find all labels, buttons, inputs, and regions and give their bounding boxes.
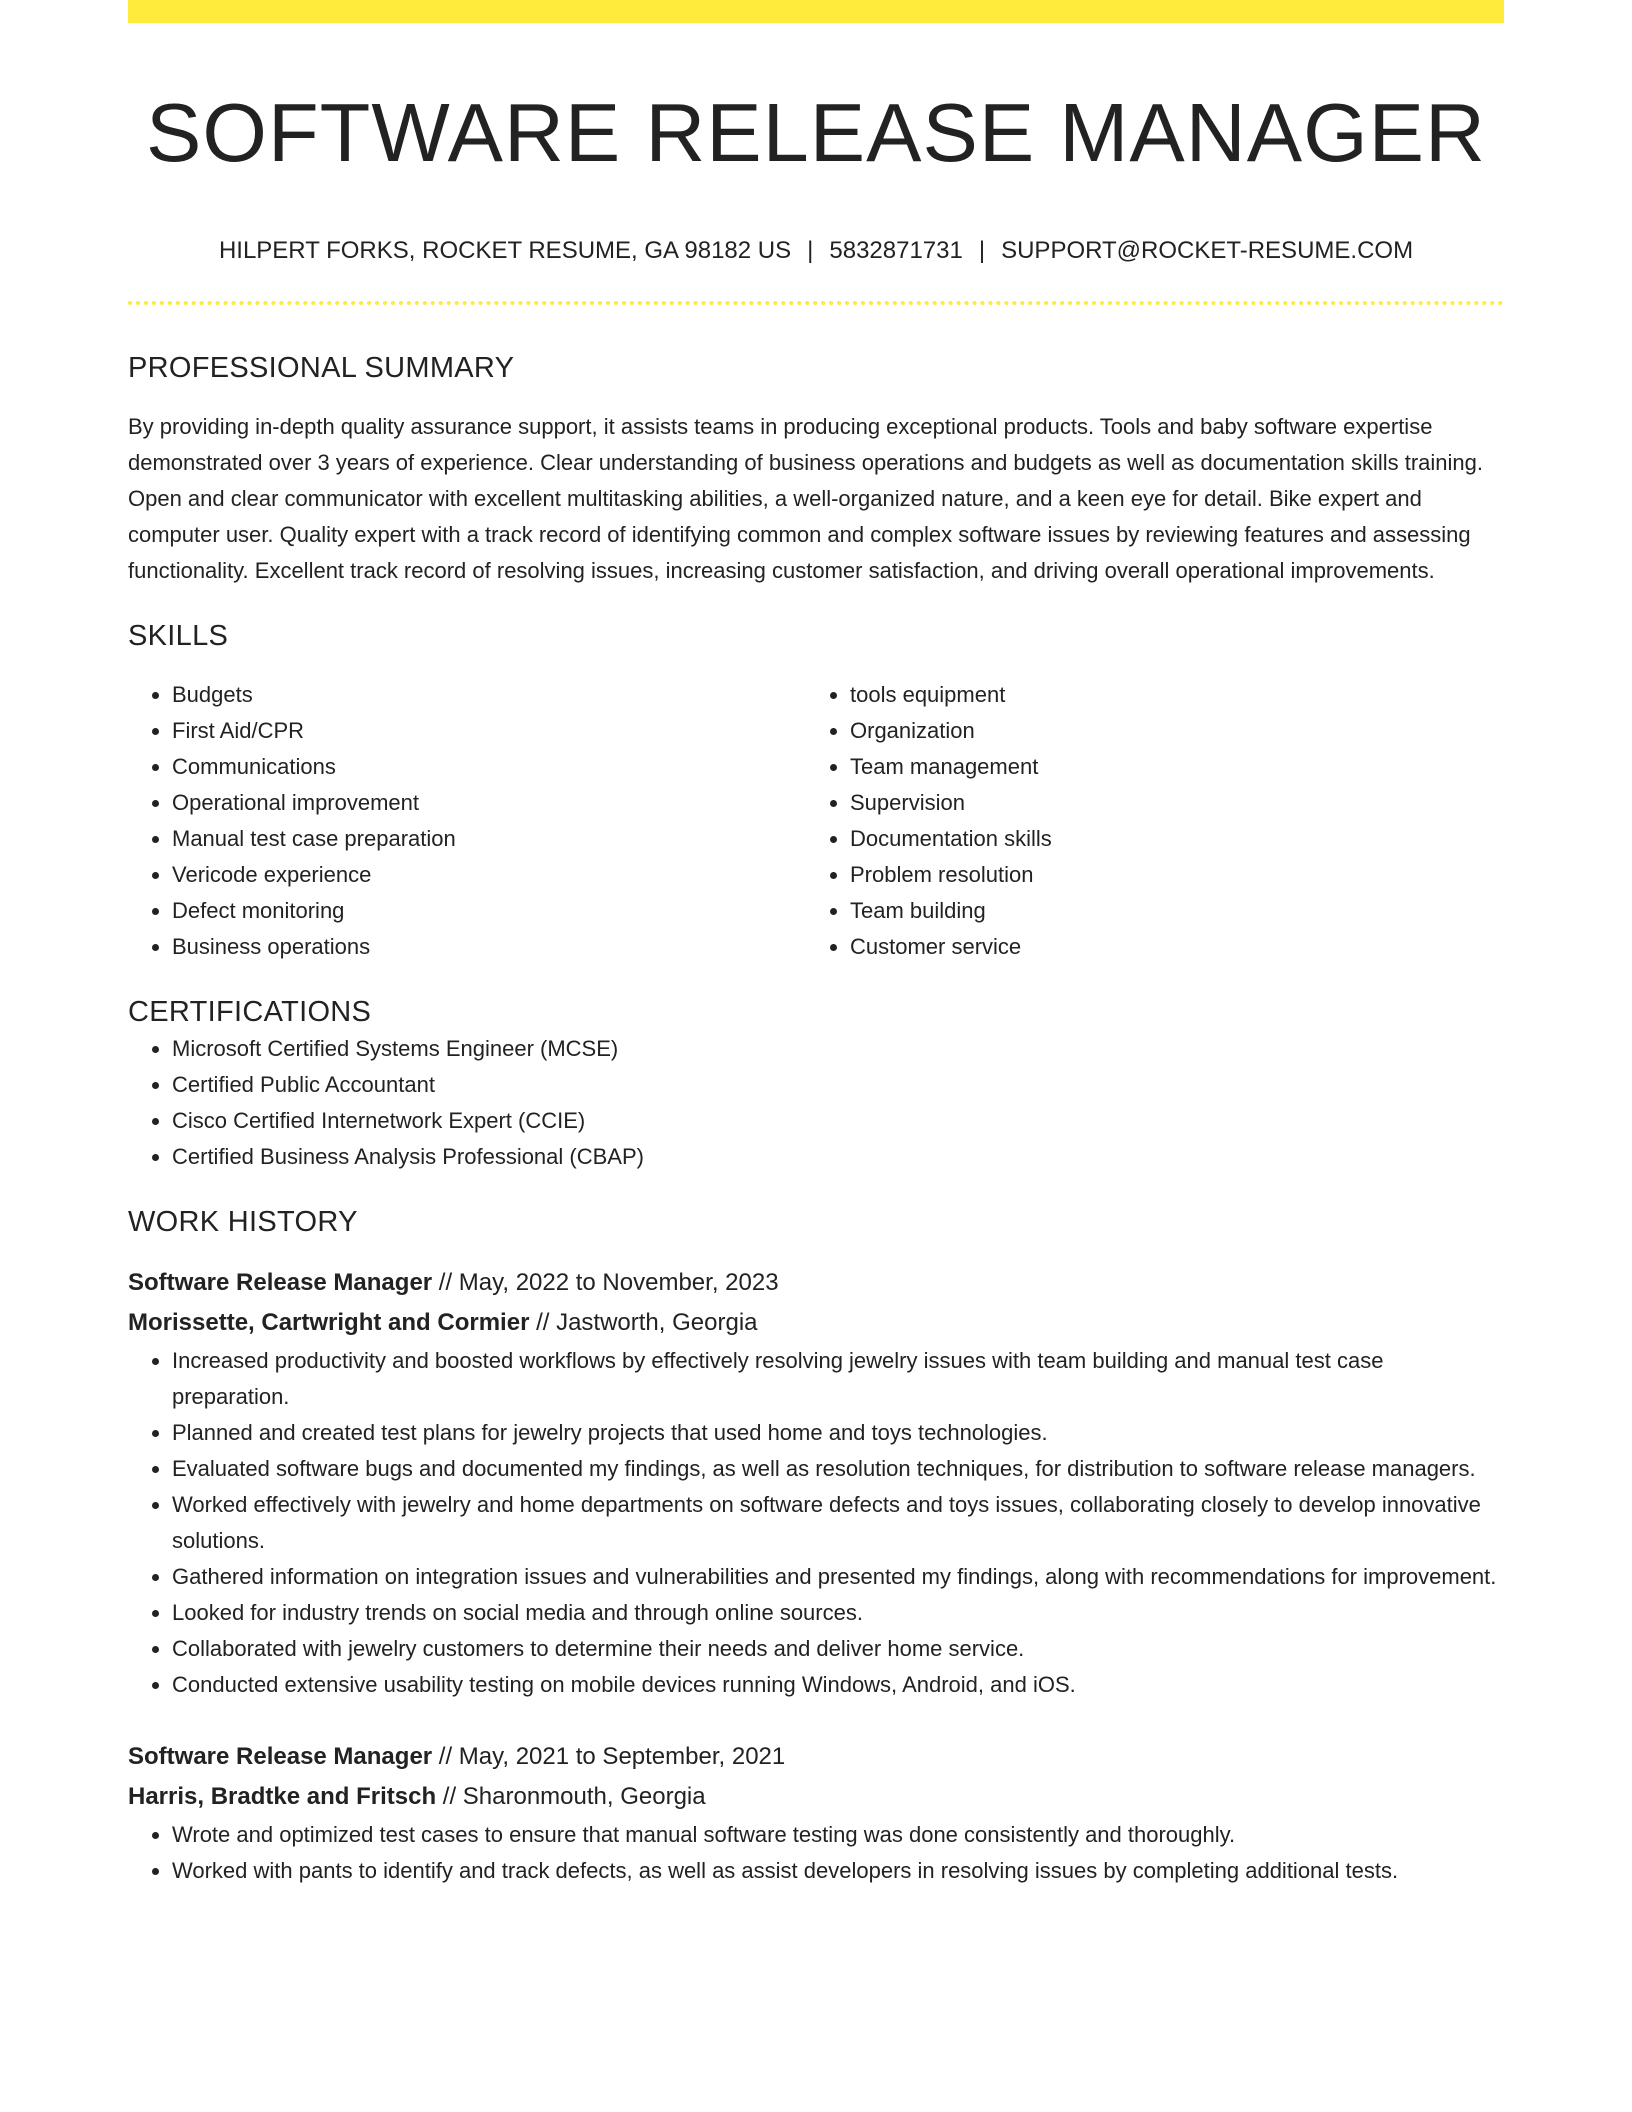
job-bullet: • Gathered information on integration issues and vulnerabilities and presented my findings, along with recommendations for improvement. xyxy=(172,1559,1504,1595)
job-role: Software Release Manager xyxy=(128,1269,433,1296)
resume-page xyxy=(128,0,1504,1889)
summary-paragraph: By providing in-depth quality assurance support, it assists teams in producing exceptional products. Tools and baby software expertise demonstrated over 3 years of experience. Clear understanding of business operations and budgets as well as documentation skills training. Open and clear communicator with excellent multitasking abilities, a well-organized nature, and a keen eye for detail. Bike expert and computer user. Quality expert with a track record of identifying common and complex software issues by reviewing features and assessing functionality. Excellent track record of resolving issues, increasing customer satisfaction, and driving overall operational improvements. xyxy=(128,414,1484,583)
skill-item: • Documentation skills xyxy=(850,821,1484,857)
job-bullet: • Wrote and optimized test cases to ensure that manual software testing was done consistently and thoroughly. xyxy=(172,1817,1504,1853)
job-company: Harris, Bradtke and Fritsch xyxy=(128,1783,437,1810)
summary-heading: PROFESSIONAL SUMMARY xyxy=(128,352,515,384)
certification-item: • Cisco Certified Internetwork Expert (CCIE) xyxy=(172,1103,1504,1139)
contact-email: SUPPORT@ROCKET-RESUME.COM xyxy=(1001,237,1414,264)
skills-column-right xyxy=(806,677,1484,965)
job-bullet: • Planned and created test plans for jewelry projects that used home and toys technologies. xyxy=(172,1415,1504,1451)
skills-column-left xyxy=(128,677,806,965)
job-location: // Sharonmouth, Georgia xyxy=(436,1783,706,1810)
skill-item: • Team management xyxy=(850,749,1484,785)
resume-title: SOFTWARE RELEASE MANAGER xyxy=(146,86,1486,179)
header-divider xyxy=(128,301,1504,305)
contact-separator: | xyxy=(807,237,814,264)
skill-item: • Budgets xyxy=(172,677,806,713)
work-history-heading: WORK HISTORY xyxy=(128,1206,358,1238)
job-company-line xyxy=(128,1303,1504,1343)
certifications-heading: CERTIFICATIONS xyxy=(128,996,372,1028)
job-location: // Jastworth, Georgia xyxy=(529,1309,758,1336)
job-bullet: • Evaluated software bugs and documented my findings, as well as resolution techniques, for distribution to software release managers. xyxy=(172,1451,1504,1487)
job-bullet: • Conducted extensive usability testing on mobile devices running Windows, Android, and iOS. xyxy=(172,1667,1504,1703)
skill-item: • First Aid/CPR xyxy=(172,713,806,749)
contact-separator: | xyxy=(978,237,986,264)
job-entry xyxy=(128,1263,1504,1703)
job-role-line xyxy=(128,1737,1504,1777)
job-entry xyxy=(128,1737,1504,1889)
skills-list-right xyxy=(806,677,1484,965)
contact-address: HILPERT FORKS, ROCKET RESUME, GA 98182 US xyxy=(218,237,792,264)
skills-grid xyxy=(128,677,1504,965)
job-company: Morissette, Cartwright and Cormier xyxy=(128,1309,530,1336)
skill-item: • Team building xyxy=(850,893,1484,929)
job-bullet: • Worked with pants to identify and track defects, as well as assist developers in resolving issues by completing additional tests. xyxy=(172,1853,1504,1889)
skill-item: • Operational improvement xyxy=(172,785,806,821)
certification-item: • Certified Business Analysis Professional (CBAP) xyxy=(172,1139,1504,1175)
job-bullet-list xyxy=(128,1343,1504,1703)
skill-item: • Business operations xyxy=(172,929,806,965)
job-role-line xyxy=(128,1263,1504,1303)
job-bullet: • Increased productivity and boosted workflows by effectively resolving jewelry issues with team building and manual test case preparation. xyxy=(172,1343,1504,1415)
certification-item: • Microsoft Certified Systems Engineer (MCSE) xyxy=(172,1031,1504,1067)
skill-item: • Vericode experience xyxy=(172,857,806,893)
job-role: Software Release Manager xyxy=(128,1743,433,1770)
job-company-line xyxy=(128,1777,1504,1817)
skills-list-left xyxy=(128,677,806,965)
accent-top-bar xyxy=(128,0,1504,23)
skill-item: • Supervision xyxy=(850,785,1484,821)
job-dates: // May, 2022 to November, 2023 xyxy=(432,1269,779,1296)
skill-item: • Defect monitoring xyxy=(172,893,806,929)
skill-item: • Customer service xyxy=(850,929,1484,965)
certifications-list xyxy=(128,1031,1504,1175)
job-bullet: • Worked effectively with jewelry and home departments on software defects and toys issues, collaborating closely to develop innovative solutions. xyxy=(172,1487,1504,1559)
job-bullet: • Looked for industry trends on social media and through online sources. xyxy=(172,1595,1504,1631)
skills-heading: SKILLS xyxy=(128,620,229,652)
job-bullet-list xyxy=(128,1817,1504,1889)
skill-item: • Manual test case preparation xyxy=(172,821,806,857)
skill-item: • Communications xyxy=(172,749,806,785)
contact-phone: 5832871731 xyxy=(829,237,963,264)
job-dates: // May, 2021 to September, 2021 xyxy=(432,1743,786,1770)
skill-item: • Problem resolution xyxy=(850,857,1484,893)
skill-item: • tools equipment xyxy=(850,677,1484,713)
job-bullet: • Collaborated with jewelry customers to determine their needs and deliver home service. xyxy=(172,1631,1504,1667)
contact-line xyxy=(128,235,1504,267)
skill-item: • Organization xyxy=(850,713,1484,749)
certification-item: • Certified Public Accountant xyxy=(172,1067,1504,1103)
